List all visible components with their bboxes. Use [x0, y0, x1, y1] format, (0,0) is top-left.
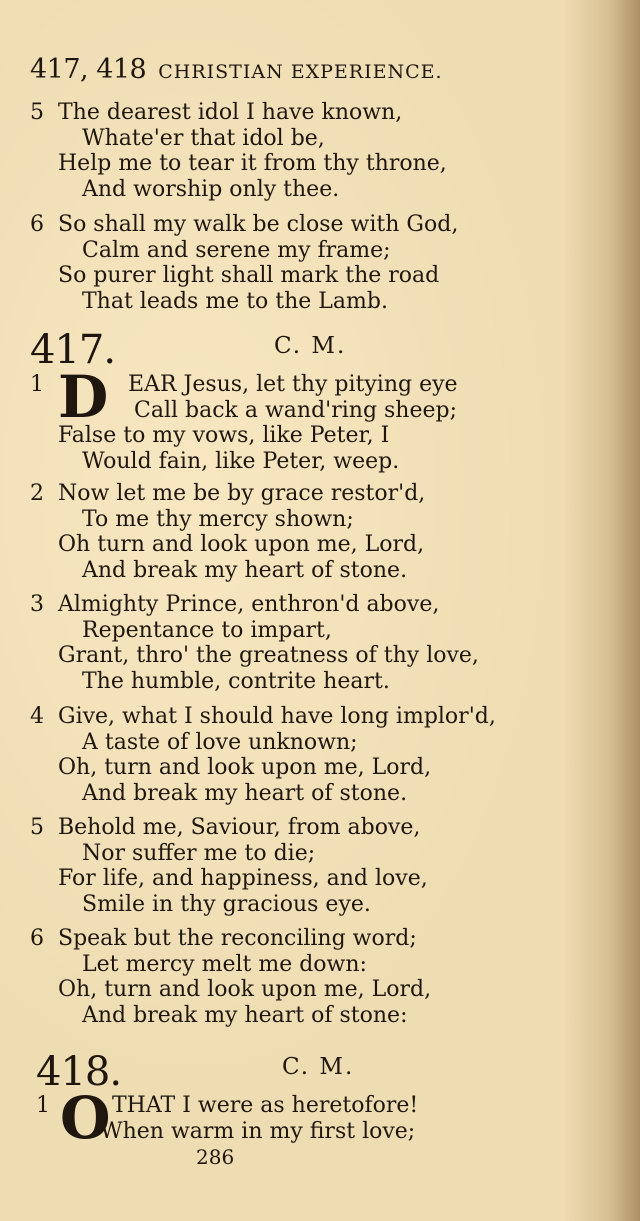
stanza-number: 5 [30, 100, 44, 125]
verse-line: The dearest idol I have known, [58, 100, 403, 125]
hymn-417-meter: C. M. [274, 333, 347, 359]
verse-line: Repentance to impart, [82, 617, 332, 643]
verse-line: And worship only thee. [82, 176, 340, 202]
verse-line: Oh, turn and look upon me, Lord, [58, 977, 432, 1002]
prior-stanza-5 [30, 100, 447, 202]
hymn-417-number: 417. [30, 327, 116, 373]
verse-line: Would fain, like Peter, weep. [82, 448, 400, 474]
dropcap-o: O [60, 1084, 111, 1152]
verse-line: That leads me to the Lamb. [82, 288, 388, 314]
verse-line: Grant, thro' the greatness of thy love, [58, 643, 479, 668]
hymn-417-stanza-5 [30, 815, 428, 917]
stanza-number: 6 [30, 212, 44, 237]
verse-line: Almighty Prince, enthron'd above, [58, 592, 440, 617]
stanza-number: 3 [30, 592, 44, 617]
verse-line: Behold me, Saviour, from above, [58, 815, 421, 840]
verse-line: Help me to tear it from thy throne, [58, 151, 447, 176]
running-header [30, 54, 443, 85]
verse-line: To me thy mercy shown; [82, 506, 354, 532]
verse-line: Whate'er that idol be, [82, 125, 325, 151]
verse-line: Smile in thy gracious eye. [82, 891, 371, 917]
verse-line: Oh, turn and look upon me, Lord, [58, 755, 432, 780]
verse-line: Give, what I should have long implor'd, [58, 704, 496, 729]
verse-line: And break my heart of stone. [82, 780, 408, 806]
verse-line: EAR Jesus, let thy pitying eye [128, 372, 458, 397]
stanza-number: 2 [30, 481, 44, 506]
verse-line: So purer light shall mark the road [58, 263, 440, 288]
header-title: CHRISTIAN EXPERIENCE. [158, 61, 443, 83]
verse-line: And break my heart of stone. [82, 557, 408, 583]
verse-line: The humble, contrite heart. [82, 668, 390, 694]
verse-line: THAT I were as heretofore! [112, 1093, 419, 1118]
stanza-number: 5 [30, 815, 44, 840]
verse-line: Oh turn and look upon me, Lord, [58, 532, 425, 557]
hymn-417-stanza-4 [30, 704, 496, 806]
verse-line: False to my vows, like Peter, I [58, 423, 390, 448]
stanza-number: 1 [36, 1093, 50, 1118]
stanza-number: 1 [30, 372, 44, 397]
dropcap-d: D [58, 363, 109, 431]
verse-line: When warm in my first love; [100, 1118, 416, 1144]
hymn-418-meter: C. M. [282, 1054, 355, 1080]
page-number: 286 [196, 1145, 235, 1169]
verse-line: Now let me be by grace restor'd, [58, 481, 426, 506]
verse-line: Nor suffer me to die; [82, 840, 316, 866]
header-hymn-numbers: 417, 418 [30, 54, 147, 85]
stanza-number: 4 [30, 704, 44, 729]
verse-line: Call back a wand'ring sheep; [134, 397, 458, 423]
verse-line: Calm and serene my frame; [82, 237, 391, 263]
hymn-417-stanza-3 [30, 592, 479, 694]
verse-line: And break my heart of stone: [82, 1002, 408, 1028]
verse-line: Let mercy melt me down: [82, 951, 367, 977]
hymn-417-stanza-6 [30, 926, 431, 1028]
hymn-417-stanza-2 [30, 481, 425, 583]
verse-line: Speak but the reconciling word; [58, 926, 417, 951]
verse-line: For life, and happiness, and love, [58, 866, 428, 891]
verse-line: So shall my walk be close with God, [58, 212, 459, 237]
prior-stanza-6 [30, 212, 458, 314]
verse-line: A taste of love unknown; [82, 729, 358, 755]
hymn-418-number: 418. [36, 1049, 122, 1095]
stanza-number: 6 [30, 926, 44, 951]
